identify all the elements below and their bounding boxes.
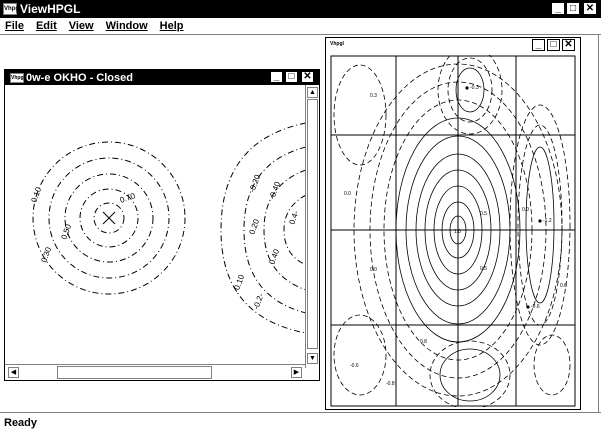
plot-left-label-1: 0.10	[29, 185, 44, 204]
status-text: Ready	[4, 417, 38, 429]
scroll-up-arrow[interactable]: ▲	[307, 87, 318, 98]
mdi-top-border	[0, 34, 601, 35]
child-left-maximize-button[interactable]: □	[285, 71, 298, 83]
menu-help[interactable]: Help	[159, 20, 184, 32]
child-left-icon[interactable]: Vhpgl	[11, 74, 25, 81]
child-left-title: 0w-e OKHO - Closed	[26, 71, 133, 84]
child-window-right	[325, 37, 581, 410]
plot-right-label-12: -0.6	[350, 363, 359, 369]
scroll-down-arrow[interactable]: ▼	[307, 353, 318, 364]
menu-view[interactable]: View	[68, 20, 94, 32]
app-title: ViewHPGL	[20, 2, 81, 16]
plot-right-label-13: 0.0	[560, 283, 567, 289]
scroll-left-arrow[interactable]: ◀	[8, 367, 19, 378]
plot-right-label-3: 0.0	[344, 191, 351, 197]
child-right-minimize-button[interactable]: _	[532, 39, 545, 51]
plot-left-label-6: 0.20	[247, 217, 262, 236]
menu-edit[interactable]: Edit	[35, 20, 57, 32]
plot-left-label-4: 0.70	[118, 191, 137, 205]
plot-right-label-5: 1.0	[454, 229, 461, 235]
plot-right-label-11: 0.8	[420, 339, 427, 345]
status-bar	[0, 413, 601, 434]
plot-left-label-10: 0.4-	[287, 209, 301, 226]
app-icon[interactable]: Vhpgl	[3, 3, 17, 15]
plot-right-label-4: 0.5	[480, 211, 487, 217]
plot-right-label-9: 0.0	[370, 267, 377, 273]
scroll-right-arrow[interactable]: ▶	[291, 367, 302, 378]
child-left-minimize-button[interactable]: _	[270, 71, 283, 83]
child-left-close-button[interactable]: ✕	[301, 71, 314, 83]
plot-left-label-5: -0.10	[231, 273, 247, 294]
menu-bar	[0, 18, 601, 34]
menu-window[interactable]: Window	[105, 20, 148, 32]
child-window-left	[4, 69, 320, 381]
maximize-button[interactable]: □	[566, 2, 580, 15]
plot-right-label-7: -1.2	[543, 218, 552, 224]
mdi-right-border	[598, 34, 599, 412]
minimize-button[interactable]: _	[551, 2, 565, 15]
menu-file[interactable]: File	[5, 20, 24, 32]
child-left-vscrollbar[interactable]	[305, 85, 319, 368]
plot-right-label-6: 0.0	[522, 207, 529, 213]
app-title-bar[interactable]	[0, 0, 601, 18]
plot-left-label-2: 0.30	[39, 245, 54, 264]
plot-left-label-7: 0.40	[267, 247, 282, 266]
plot-left-label-3: 0.50	[59, 222, 74, 241]
plot-left-label-11: -0.2-	[251, 292, 266, 311]
plot-right-label-1: -0.3	[470, 85, 479, 91]
plot-left-label-9: -0.40	[267, 180, 283, 201]
child-right-title-bar[interactable]	[326, 38, 580, 53]
plot-right-label-14: -0.8	[386, 381, 395, 387]
child-left-hscrollbar[interactable]	[5, 364, 305, 380]
plot-right-label-8: -0.6	[531, 304, 540, 310]
close-button[interactable]: ✕	[583, 2, 597, 15]
hpgl-plot-left	[6, 85, 306, 363]
child-right-maximize-button[interactable]: □	[547, 39, 560, 51]
child-left-title-bar[interactable]	[5, 70, 319, 85]
hpgl-plot-right	[330, 55, 576, 407]
child-right-icon[interactable]: Vhpgl	[330, 41, 344, 50]
plot-right-label-10: 0.5	[480, 266, 487, 272]
child-right-close-button[interactable]: ✕	[562, 39, 575, 51]
hscroll-thumb[interactable]	[57, 366, 212, 379]
plot-left-label-8: -0.20	[247, 173, 263, 194]
plot-right-label-2: 0.3	[370, 93, 377, 99]
vscroll-thumb[interactable]	[307, 99, 318, 349]
